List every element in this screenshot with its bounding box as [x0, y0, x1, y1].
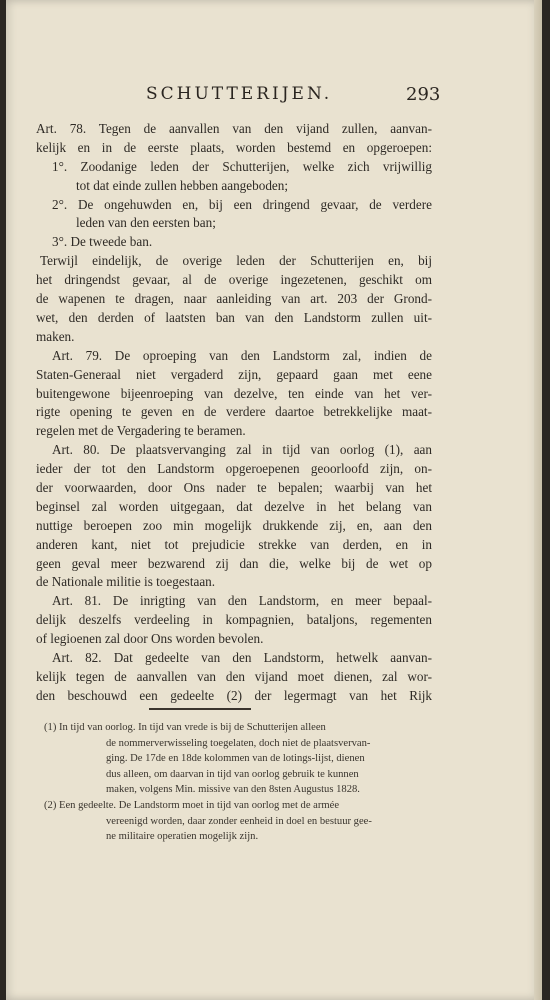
body-line: wet, den derden of laatsten ban van den Landstorm zullen uit-: [36, 309, 432, 325]
page-number: 293: [406, 84, 441, 105]
body-line: Art. 78. Tegen de aanvallen van den vijand zullen, aanvan-: [36, 121, 432, 136]
body-line: maken.: [36, 328, 75, 344]
body-line: kelijk tegen de aanvallen van den vijand moet dienen, zal wor-: [36, 668, 432, 684]
book-page: [6, 0, 542, 1000]
footnote-line: de nommerverwisseling toegelaten, doch niet de plaatsvervan-: [106, 737, 371, 749]
body-line: Terwijl eindelijk, de overige leden der Schutterijen en, bij: [40, 253, 432, 269]
body-line: rigte opening te geven en de verdere daartoe betrekkelijke maat-: [36, 404, 432, 420]
body-line: 2°. De ongehuwden en, bij een dringend gevaar, de verdere: [52, 196, 432, 212]
running-title: SCHUTTERIJEN.: [146, 84, 333, 104]
body-line: de Nationale militie is toegestaan.: [36, 574, 216, 590]
body-line: Art. 79. De oproeping van den Landstorm zal, indien de: [52, 347, 432, 363]
body-line: delijk deszelfs verdeeling in kompagnien, bataljons, regementen: [36, 612, 432, 628]
footnote-divider: [149, 708, 251, 710]
body-line: buitengewone bijeenroeping van dezelve, ten einde van het ver-: [36, 385, 432, 401]
body-line: leden van den eersten ban;: [76, 215, 216, 231]
footnote-line: ne militaire operatien mogelijk zijn.: [106, 831, 259, 843]
body-line: kelijk en in de eerste plaats, worden bestemd en opgeroepen:: [36, 139, 432, 155]
body-line: geen geval meer bezwarend zij dan die, welke bij de wet op: [36, 555, 432, 571]
footnote-line: vereenigd worden, daar zonder eenheid in doel en bestuur gee-: [106, 815, 372, 827]
footnote-line: (2) Een gedeelte. De Landstorm moet in tijd van oorlog met de armée: [44, 799, 340, 811]
body-line: Art. 82. Dat gedeelte van den Landstorm, hetwelk aanvan-: [52, 650, 432, 666]
footnote-line: maken, volgens Min. missive van den 8sten Augustus 1828.: [106, 784, 360, 796]
footnotes: [44, 720, 444, 845]
body-line: of legioenen zal door Ons worden bevolen.: [36, 631, 264, 647]
body-line: 1°. Zoodanige leden der Schutterijen, welke zich vrijwillig: [52, 158, 432, 174]
footnote-line: dus alleen, om daarvan in tijd van oorlog gebruik te kunnen: [106, 768, 359, 780]
body-line: Art. 81. De inrigting van den Landstorm, en meer bepaal-: [52, 593, 432, 609]
body-line: 3°. De tweede ban.: [52, 234, 153, 250]
body-line: den beschouwd een gedeelte (2) der legermagt van het Rijk: [36, 687, 432, 703]
body-line: tot dat einde zullen hebben aangeboden;: [76, 177, 289, 193]
footnote-line: ging. De 17de en 18de kolommen van de lotings-lijst, dienen: [106, 753, 365, 765]
body-line: Staten-Generaal niet vergaderd zijn, gepaard gaan met eene: [36, 366, 432, 382]
body-line: regelen met de Vergadering te beramen.: [36, 423, 246, 439]
body-text: [36, 120, 432, 706]
body-line: ieder der tot den Landstorm opgeroepenen geoorloofd zijn, on-: [36, 461, 432, 477]
body-line: der voorwaarden, door Ons nader te bepalen; waarbij van het: [36, 480, 432, 495]
body-line: nuttige beroepen zoo min mogelijk drukkende zij, en, aan den: [36, 517, 432, 533]
body-line: het dringendst gevaar, al de overige ingezetenen, geschikt om: [36, 272, 432, 288]
body-line: beginsel zal worden uitgegaan, dat dezelve in het belang van: [36, 498, 432, 514]
page-edge: [534, 0, 542, 1000]
body-line: de wapenen te dragen, naar aanleiding van art. 203 der Grond-: [36, 291, 432, 307]
body-line: anderen kant, niet tot prejudicie strekke van derden, en in: [36, 536, 432, 552]
body-line: Art. 80. De plaatsvervanging zal in tijd van oorlog (1), aan: [52, 442, 432, 458]
footnote-line: (1) In tijd van oorlog. In tijd van vrede is bij de Schutterijen alleen: [44, 722, 326, 733]
